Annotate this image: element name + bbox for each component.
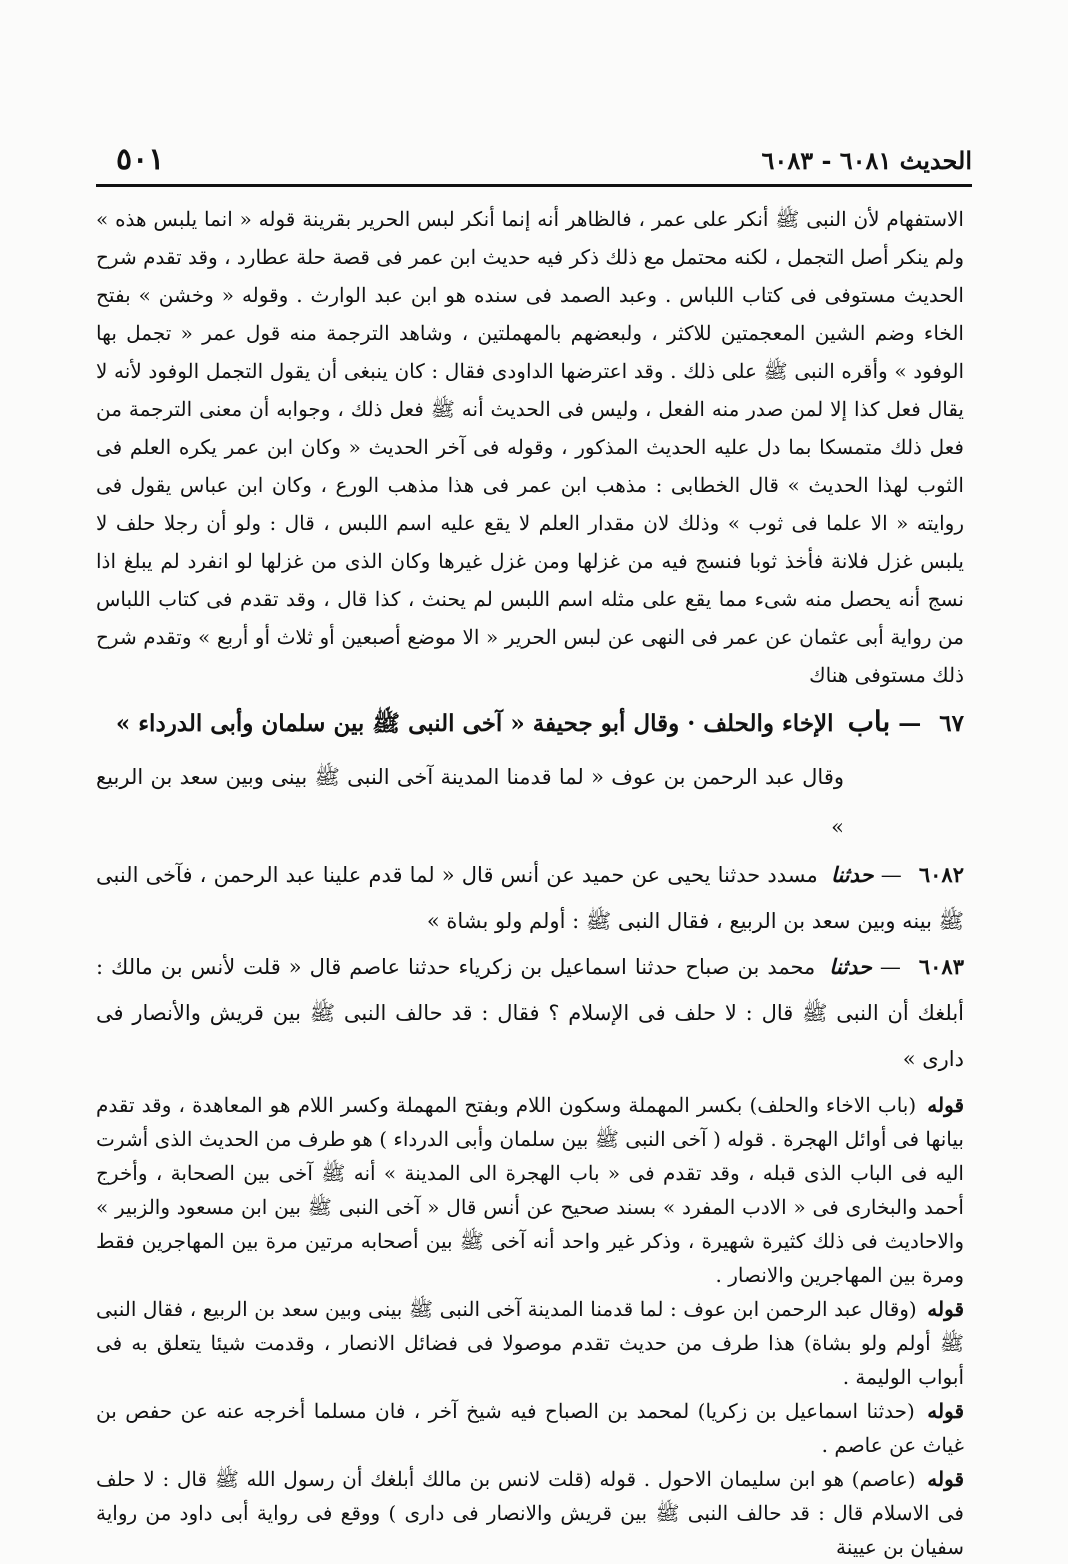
commentary-text: (باب الاخاء والحلف) بكسر المهملة وسكون اللام وبفتح المهملة وكسر اللام هو المعاهدة ، وقد تقدم بيانها فى أوائل الهجرة . قوله ( آخى النبى ﷺ بين سلمان وأبى الدرداء ) هو طرف من الحديث الذى أشرت اليه فى الباب الذى قبله ، وقد تقدم فى « باب الهجرة الى المدينة » أنه ﷺ آخى بين الصحابة ، وأخرج أحمد والبخارى فى « الادب المفرد » بسند صحيح عن أنس قال « آخى النبى ﷺ بين ابن مسعود والزبير » والاحاديث فى ذلك كثيرة شهيرة ، وذكر غير واحد أنه آخى ﷺ بين أصحابه مرتين مرة بين المهاجرين فقط ومرة بين المهاجرين والانصار . bbox=[96, 1093, 964, 1287]
hadith-number: ٦٠٨٢ bbox=[918, 862, 964, 887]
commentary-text: (حدثنا اسماعيل بن زكريا) لمحمد بن الصباح فيه شيخ آخر ، فان مسلما أخرجه عنه عن حفص بن غياث عن عاصم . bbox=[96, 1399, 964, 1457]
commentary-text: (عاصم) هو ابن سليمان الاحول . قوله (قلت لانس بن مالك أبلغك أن رسول الله ﷺ قال : لا حلف فى الاسلام قال : قد حالف النبى ﷺ بين قريش والانصار فى دارى ) ووقع فى رواية أبى داود من رواية سفيان بن عيينة bbox=[96, 1467, 964, 1559]
chapter-subtext: وقال عبد الرحمن بن عوف « لما قدمنا المدينة آخى النبى ﷺ بينى وبين سعد بن الربيع » bbox=[96, 765, 844, 839]
running-title: الحديث ٦٠٨١ - ٦٠٨٣ bbox=[761, 146, 972, 175]
commentary-lead: قوله bbox=[927, 1093, 965, 1117]
commentary-lead: قوله bbox=[927, 1399, 965, 1423]
hadith-text: مسدد حدثنا يحيى عن حميد عن أنس قال « لما قدم علينا عبد الرحمن ، فآخى النبى ﷺ بينه وبين سعد بن الربيع ، فقال النبى ﷺ : أولم ولو بشاة » bbox=[96, 863, 964, 933]
hadith-number: ٦٠٨٣ bbox=[918, 954, 964, 979]
page-header bbox=[96, 142, 972, 186]
commentary-text: (وقال عبد الرحمن ابن عوف : لما قدمنا المدينة آخى النبى ﷺ بينى وبين سعد بن الربيع ، فقال النبى ﷺ أولم ولو بشاة) هذا طرف من حديث تقدم موصولا فى فضائل الانصار ، وقدمت شيئا يتعلق به فى أبواب الوليمة . bbox=[96, 1297, 964, 1389]
commentary-paragraph bbox=[96, 1088, 964, 1292]
hadith-opening: حدثنا bbox=[829, 954, 872, 979]
chapter-title: الإخاء والحلف · وقال أبو جحيفة « آخى النبى ﷺ بين سلمان وأبى الدرداء » bbox=[115, 710, 834, 737]
page-number: ٥٠١ bbox=[116, 142, 165, 177]
page-body bbox=[96, 200, 964, 1564]
commentary-paragraph bbox=[96, 1292, 964, 1394]
hadith-opening: حدثنا bbox=[830, 862, 874, 887]
commentary-section bbox=[96, 1088, 964, 1564]
commentary-lead: قوله bbox=[927, 1467, 965, 1491]
commentary-paragraph bbox=[96, 1394, 964, 1462]
hadith-6082: ٦٠٨٢ — حدثنا مسدد حدثنا يحيى عن حميد عن أنس قال « لما قدم علينا عبد الرحمن ، فآخى النبى ﷺ بينه وبين سعد بن الربيع ، فقال النبى ﷺ : أولم ولو بشاة » bbox=[96, 862, 964, 933]
commentary-lead: قوله bbox=[927, 1297, 965, 1321]
chapter-number: ٦٧ bbox=[939, 710, 964, 737]
continued-commentary: الاستفهام لأن النبى ﷺ أنكر على عمر ، فالظاهر أنه إنما أنكر لبس الحرير بقرينة قوله « انما يلبس هذه » ولم ينكر أصل التجمل ، لكنه محتمل مع ذلك ذكر فيه حديث ابن عمر فى قصة حلة عطارد ، وقد تقدم شرح الحديث مستوفى فى كتاب اللباس . وعبد الصمد فى سنده هو ابن عبد الوارث . وقوله « وخشن » بفتح الخاء وضم الشين المعجمتين للاكثر ، ولبعضهم بالمهملتين ، وشاهد الترجمة منه قول عمر « تجمل بها الوفود » وأقره النبى ﷺ على ذلك . وقد اعترضها الداودى فقال : كان ينبغى أن يقول التجمل الوفود لأنه لا يقال فعل كذا إلا لمن صدر منه الفعل ، وليس فى الحديث أنه ﷺ فعل ذلك ، وجوابه أن معنى الترجمة من فعل ذلك متمسكا بما دل عليه الحديث المذكور ، وقوله فى آخر الحديث « وكان ابن عمر يكره العلم فى الثوب لهذا الحديث » قال الخطابى : مذهب ابن عمر فى هذا مذهب الورع ، وكان ابن عباس يقول فى روايته « الا علما فى ثوب » وذلك لان مقدار العلم لا يقع عليه اسم اللبس ، قال : ولو أن رجلا حلف لا يلبس غزل فلانة فأخذ ثوبا فنسج فيه من غزلها ومن غزل غيرها وكان الذى من غزلها لو انفرد لم يبلغ اذا نسج أنه يحصل منه شىء مما يقع على مثله اسم اللبس لم يحنث ، كذا قال ، وقد تقدم فى كتاب اللباس من رواية أبى عثمان عن عمر فى النهى عن لبس الحرير « الا موضع أصبعين أو ثلاث أو أربع » وتقدم شرح ذلك مستوفى هناك bbox=[96, 207, 965, 687]
header-rule bbox=[96, 184, 972, 187]
chapter-word: باب bbox=[847, 705, 891, 738]
hadith-text: محمد بن صباح حدثنا اسماعيل بن زكرياء حدثنا عاصم قال « قلت لأنس بن مالك : أبلغك أن النبى ﷺ قال : لا حلف فى الإسلام ؟ فقال : قد حالف النبى ﷺ بين قريش والأنصار فى دارى » bbox=[96, 955, 964, 1071]
commentary-paragraph bbox=[96, 1462, 964, 1564]
chapter-heading: ٦٧ — باب الإخاء والحلف · وقال أبو جحيفة « آخى النبى ﷺ بين سلمان وأبى الدرداء » bbox=[115, 705, 964, 738]
hadith-6083: ٦٠٨٣ — حدثنا محمد بن صباح حدثنا اسماعيل بن زكرياء حدثنا عاصم قال « قلت لأنس بن مالك : أبلغك أن النبى ﷺ قال : لا حلف فى الإسلام ؟ فقال : قد حالف النبى ﷺ بين قريش والأنصار فى دارى » bbox=[96, 954, 964, 1071]
